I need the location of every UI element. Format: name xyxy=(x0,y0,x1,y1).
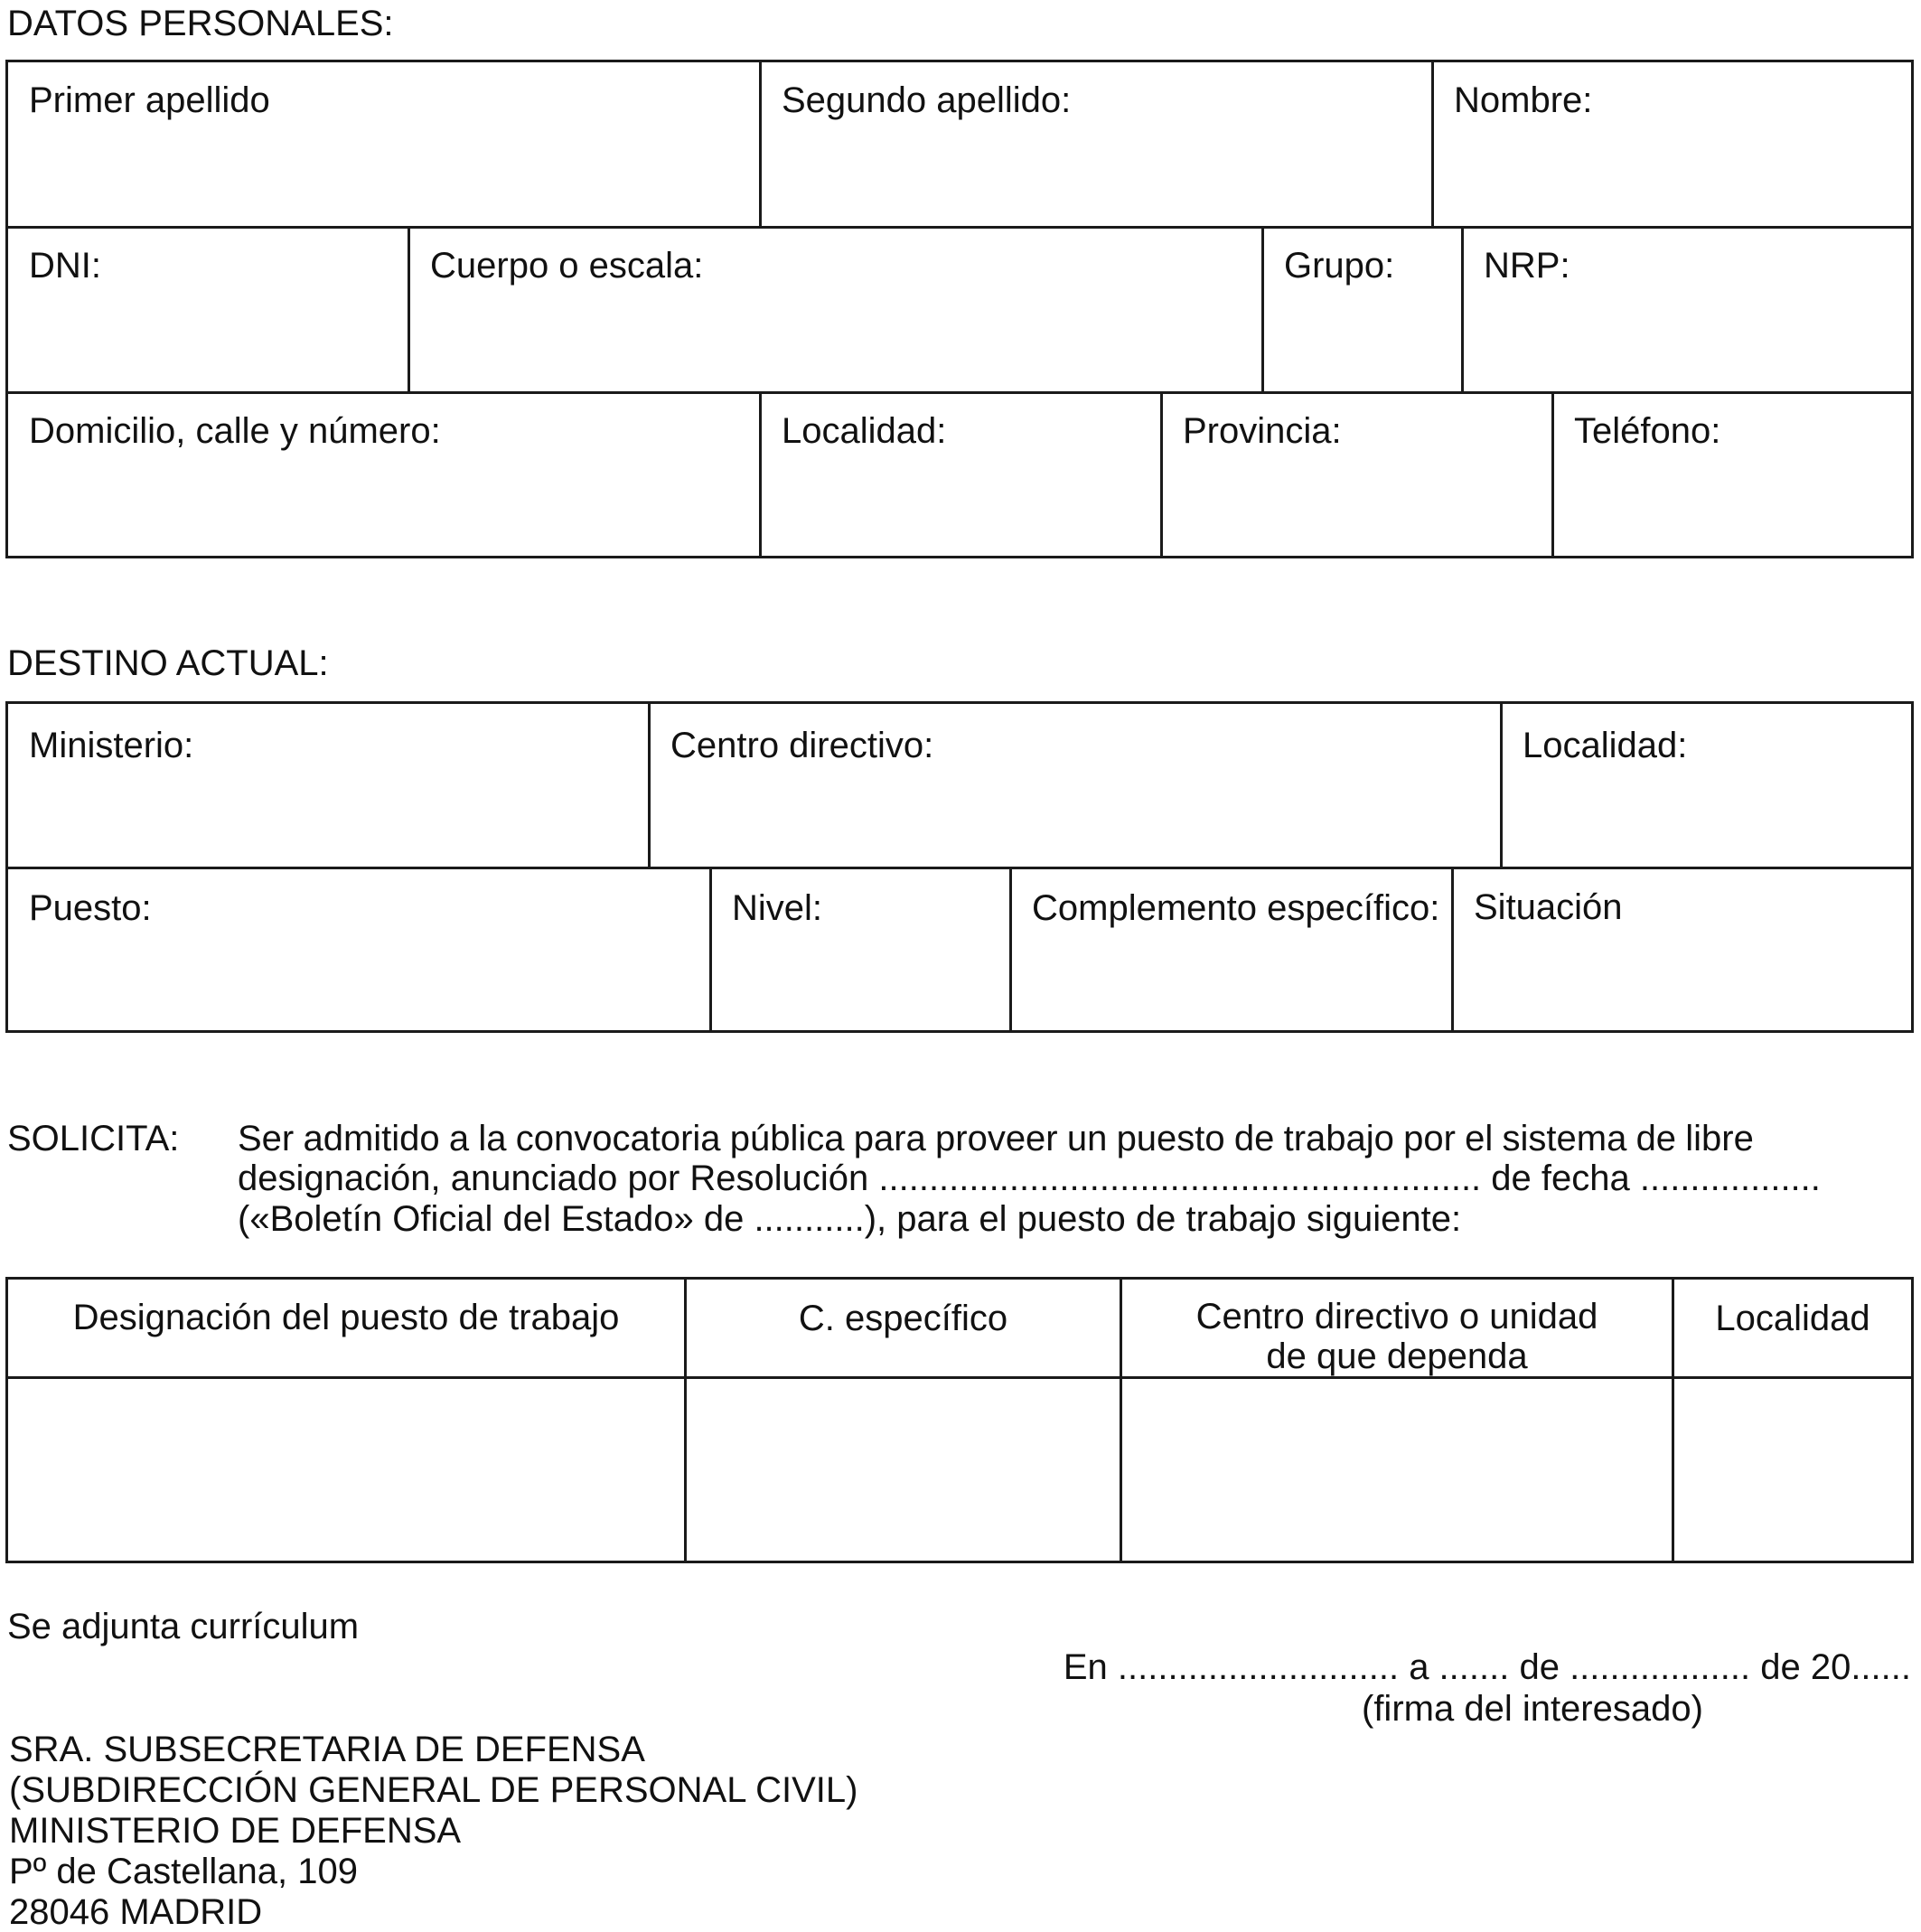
destino-section-title: DESTINO ACTUAL: xyxy=(7,643,329,683)
column-divider xyxy=(648,704,651,868)
column-divider xyxy=(759,62,762,228)
nrp-field[interactable]: NRP: xyxy=(1484,246,1570,286)
place-date-line[interactable]: En ............................ a ....... de .................. de 20...... xyxy=(1063,1647,1911,1687)
column-divider xyxy=(759,392,762,558)
solicita-word: de xyxy=(1233,1119,1275,1158)
designacion-input-cell[interactable] xyxy=(8,1379,684,1561)
cuerpo-escala-field[interactable]: Cuerpo o escala: xyxy=(430,246,704,286)
solicita-word: el xyxy=(1465,1119,1494,1158)
solicita-word: pública xyxy=(729,1119,845,1158)
header-centro-line-1: Centro directivo o unidad xyxy=(1195,1297,1598,1336)
destino-table xyxy=(5,701,1914,1033)
address-line: MINISTERIO DE DEFENSA xyxy=(9,1811,462,1851)
column-divider xyxy=(1261,227,1264,393)
puesto-solicitado-table xyxy=(5,1277,1914,1563)
nivel-field[interactable]: Nivel: xyxy=(732,888,823,928)
solicita-word: puesto xyxy=(1116,1119,1225,1158)
solicita-text-line-1 xyxy=(238,1121,1754,1157)
column-divider xyxy=(1500,704,1503,868)
curriculum-note: Se adjunta currículum xyxy=(7,1607,360,1646)
telefono-field[interactable]: Teléfono: xyxy=(1574,411,1721,451)
column-divider xyxy=(1551,392,1554,558)
grupo-field[interactable]: Grupo: xyxy=(1284,246,1395,286)
solicita-word: de xyxy=(1635,1119,1677,1158)
personal-section-title: DATOS PERSONALES: xyxy=(7,4,394,43)
solicita-text-line-3: («Boletín Oficial del Estado» de ...........), para el puesto de trabajo siguiente: xyxy=(238,1199,1462,1239)
c-especifico-input-cell[interactable] xyxy=(687,1379,1120,1561)
dni-field[interactable]: DNI: xyxy=(29,246,101,286)
column-divider xyxy=(1160,392,1163,558)
puesto-field[interactable]: Puesto: xyxy=(29,888,152,928)
address-line: SRA. SUBSECRETARIA DE DEFENSA xyxy=(9,1730,645,1769)
localidad-input-cell[interactable] xyxy=(1674,1379,1911,1561)
solicita-text-line-2: designación, anunciado por Resolución ............................................................ de fecha .................. xyxy=(238,1158,1821,1198)
solicita-word: convocatoria xyxy=(515,1119,721,1158)
address-line: 28046 MADRID xyxy=(9,1892,263,1932)
complemento-especifico-field[interactable]: Complemento específico: xyxy=(1032,888,1440,928)
solicita-word: para xyxy=(853,1119,926,1158)
solicita-word: admitido xyxy=(303,1119,440,1158)
solicita-label: SOLICITA: xyxy=(7,1119,180,1158)
row-divider xyxy=(8,226,1911,229)
domicilio-field[interactable]: Domicilio, calle y número: xyxy=(29,411,441,451)
personal-data-table xyxy=(5,60,1914,558)
primer-apellido-field[interactable]: Primer apellido xyxy=(29,80,270,120)
solicita-word: sistema xyxy=(1502,1119,1627,1158)
ministerio-field[interactable]: Ministerio: xyxy=(29,726,194,765)
column-divider xyxy=(1431,62,1434,228)
provincia-field[interactable]: Provincia: xyxy=(1183,411,1342,451)
solicita-word: la xyxy=(478,1119,507,1158)
centro-input-cell[interactable] xyxy=(1122,1379,1672,1561)
column-divider xyxy=(709,868,712,1033)
address-line: Pº de Castellana, 109 xyxy=(9,1852,358,1891)
solicita-word: Ser xyxy=(238,1119,295,1158)
solicita-word: trabajo xyxy=(1283,1119,1394,1158)
segundo-apellido-field[interactable]: Segundo apellido: xyxy=(782,80,1072,120)
row-divider xyxy=(8,391,1911,394)
solicita-word: por xyxy=(1403,1119,1456,1158)
header-centro-line-2: de que dependa xyxy=(1266,1336,1528,1376)
column-divider xyxy=(1451,868,1454,1033)
situacion-field[interactable]: Situación xyxy=(1474,887,1623,927)
solicita-word: un xyxy=(1066,1119,1108,1158)
localidad-field[interactable]: Localidad: xyxy=(782,411,947,451)
column-divider xyxy=(408,227,410,393)
column-divider xyxy=(1009,868,1012,1033)
header-c-especifico: C. específico xyxy=(798,1299,1008,1338)
column-divider xyxy=(1461,227,1464,393)
solicita-word: libre xyxy=(1685,1119,1754,1158)
address-line: (SUBDIRECCIÓN GENERAL DE PERSONAL CIVIL) xyxy=(9,1770,858,1810)
signature-caption: (firma del interesado) xyxy=(1362,1689,1703,1729)
destino-localidad-field[interactable]: Localidad: xyxy=(1523,726,1688,765)
solicita-word: proveer xyxy=(935,1119,1058,1158)
solicita-word: a xyxy=(448,1119,470,1158)
header-designacion: Designación del puesto de trabajo xyxy=(72,1298,620,1337)
row-divider xyxy=(8,867,1911,869)
header-localidad: Localidad xyxy=(1715,1299,1870,1338)
nombre-field[interactable]: Nombre: xyxy=(1454,80,1593,120)
centro-directivo-field[interactable]: Centro directivo: xyxy=(670,726,934,765)
